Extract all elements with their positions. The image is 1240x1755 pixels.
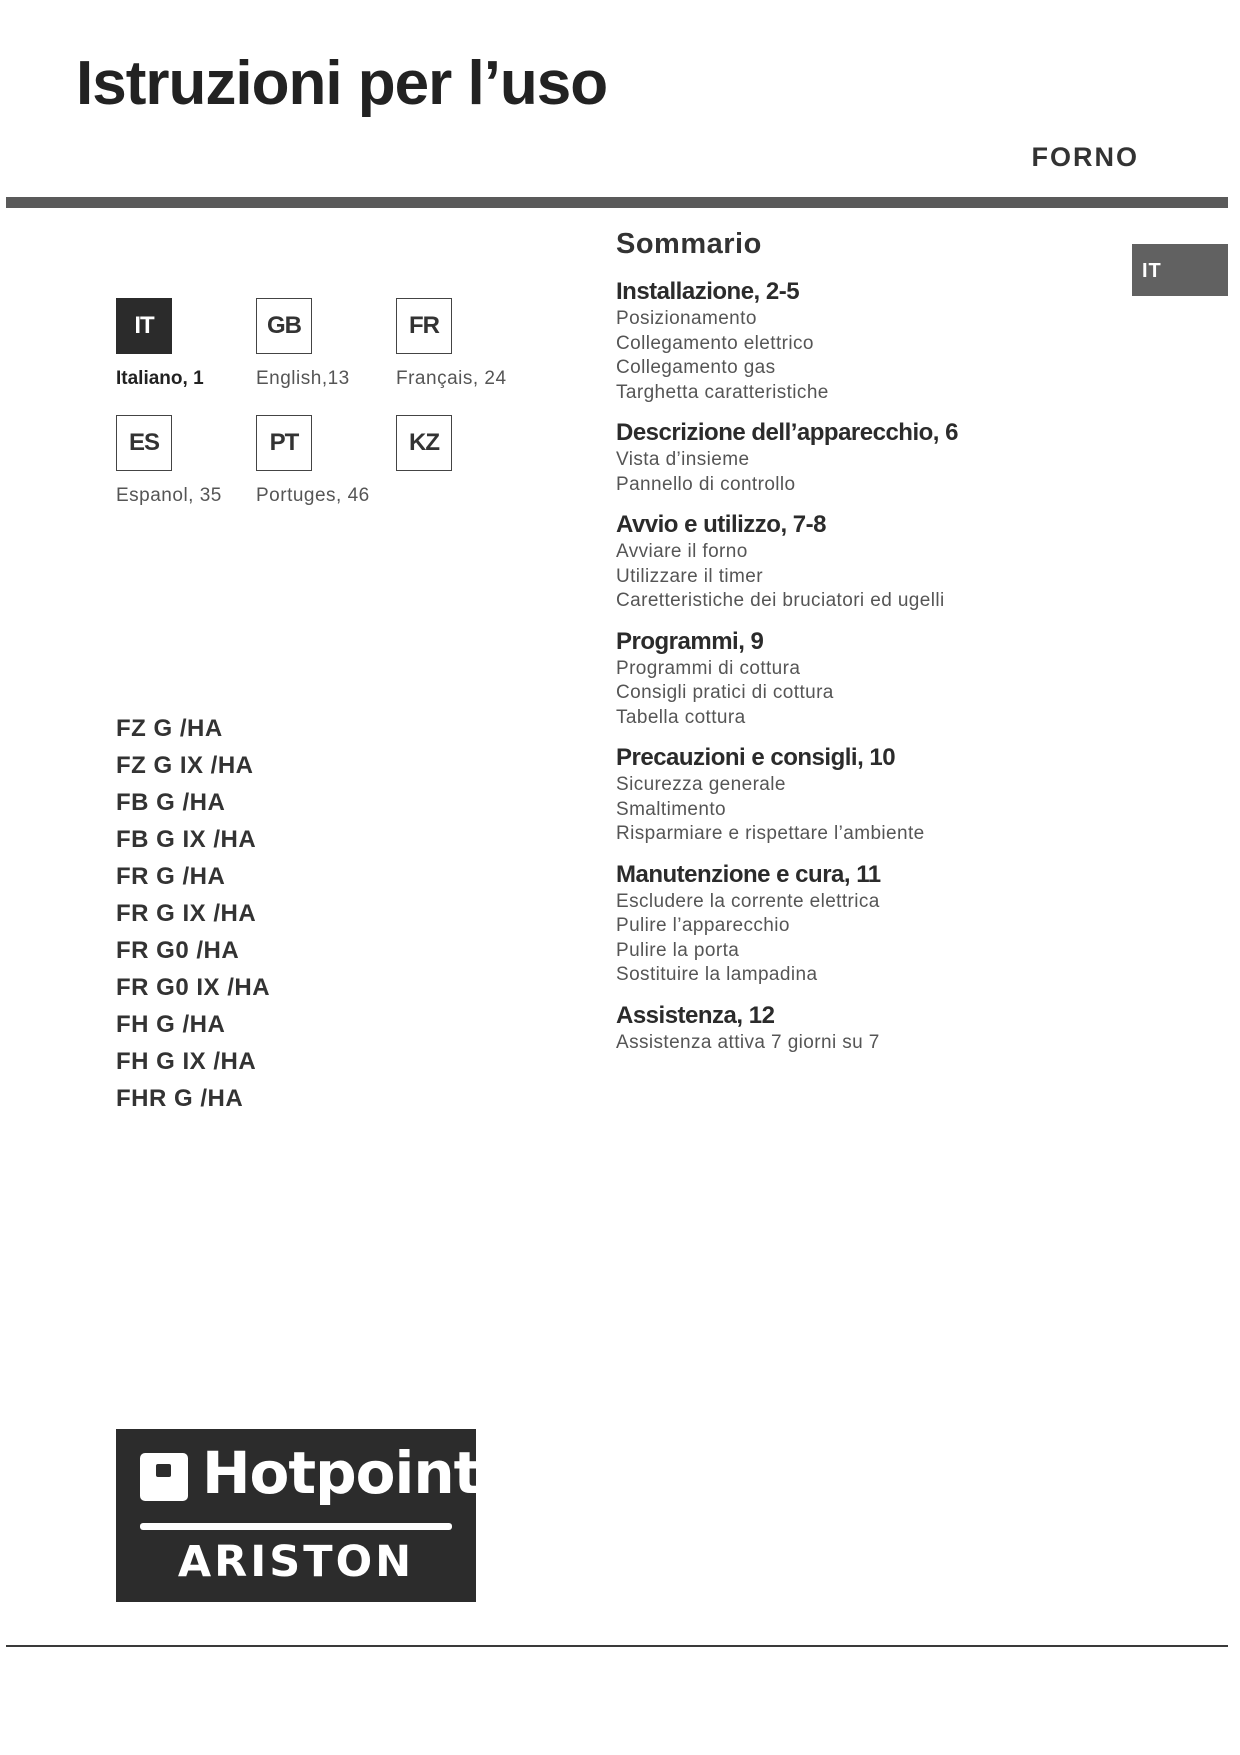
toc-item[interactable]: Smaltimento (616, 798, 726, 820)
language-label-it[interactable]: Italiano, 1 (116, 368, 204, 389)
toc-section-installazione (616, 277, 1136, 405)
toc-item[interactable]: Avviare il forno (616, 541, 748, 562)
toc-item[interactable]: Utilizzare il timer (616, 565, 763, 587)
toc-heading[interactable]: Descrizione dell’apparecchio, 6 (616, 419, 958, 446)
footer-divider (6, 1645, 1228, 1647)
toc-item[interactable]: Assistenza attiva 7 giorni su 7 (616, 1031, 880, 1053)
language-box-gb[interactable]: GB (256, 298, 312, 354)
current-language-tab: IT (1132, 244, 1228, 296)
logo-mark-icon (140, 1453, 188, 1501)
model-item: FH G /HA (116, 1011, 226, 1038)
model-item: FHR G /HA (116, 1085, 244, 1112)
toc-item[interactable]: Collegamento elettrico (616, 332, 814, 354)
model-item: FB G /HA (116, 789, 226, 816)
logo-brand-text: Hotpoint (202, 1439, 481, 1507)
language-label-gb[interactable]: English,13 (256, 368, 350, 389)
toc-heading[interactable]: Assistenza, 12 (616, 1001, 775, 1029)
toc-section-precauzioni (616, 743, 1136, 847)
language-label-fr[interactable]: Français, 24 (396, 368, 507, 389)
toc-title: Sommario (616, 228, 762, 260)
toc-item[interactable]: Posizionamento (616, 308, 757, 329)
logo-divider (140, 1523, 452, 1530)
model-item: FB G IX /HA (116, 826, 257, 853)
table-of-contents (616, 228, 1136, 1068)
model-item: FZ G IX /HA (116, 752, 254, 779)
toc-item[interactable]: Pulire la porta (616, 939, 740, 961)
toc-section-programmi (616, 627, 1136, 731)
model-item: FR G /HA (116, 863, 226, 890)
product-type: FORNO (1031, 142, 1139, 172)
toc-item[interactable]: Vista d’insieme (616, 449, 750, 470)
toc-heading[interactable]: Programmi, 9 (616, 627, 764, 655)
language-box-pt[interactable]: PT (256, 415, 312, 471)
toc-item[interactable]: Sicurezza generale (616, 774, 786, 795)
toc-section-manutenzione (616, 860, 1136, 988)
toc-section-descrizione (616, 418, 1136, 497)
logo-sub-text: ARISTON (177, 1537, 415, 1587)
toc-item[interactable]: Targhetta caratteristiche (616, 381, 829, 403)
toc-item[interactable]: Pannello di controllo (616, 473, 796, 495)
page-title: Istruzioni per l’uso (76, 49, 608, 118)
toc-item[interactable]: Collegamento gas (616, 357, 776, 378)
toc-section-avvio (616, 510, 1136, 614)
toc-item[interactable]: Sostituire la lampadina (616, 964, 818, 985)
brand-logo (116, 1429, 481, 1602)
toc-heading[interactable]: Manutenzione e cura, 11 (616, 860, 881, 888)
language-label-es[interactable]: Espanol, 35 (116, 485, 222, 506)
model-list (116, 710, 270, 1117)
toc-item[interactable]: Risparmiare e rispettare l’ambiente (616, 823, 925, 844)
model-item: FZ G /HA (116, 715, 223, 742)
model-item: FR G0 IX /HA (116, 974, 271, 1001)
toc-item[interactable]: Escludere la corrente elettrica (616, 890, 880, 912)
toc-item[interactable]: Programmi di cottura (616, 657, 801, 679)
toc-heading[interactable]: Avvio e utilizzo, 7-8 (616, 511, 826, 538)
model-item: FR G0 /HA (116, 937, 240, 964)
language-label-pt[interactable]: Portuges, 46 (256, 485, 370, 506)
language-box-fr[interactable]: FR (396, 298, 452, 354)
language-box-kz[interactable]: KZ (396, 415, 452, 471)
toc-item[interactable]: Pulire l’apparecchio (616, 915, 790, 936)
language-box-it[interactable]: IT (116, 298, 172, 354)
toc-item[interactable]: Consigli pratici di cottura (616, 682, 834, 703)
header-divider (6, 197, 1228, 208)
model-item: FR G IX /HA (116, 900, 257, 927)
model-item: FH G IX /HA (116, 1048, 257, 1075)
toc-heading[interactable]: Installazione, 2-5 (616, 278, 800, 305)
toc-section-assistenza (616, 1001, 1136, 1056)
language-box-es[interactable]: ES (116, 415, 172, 471)
toc-item[interactable]: Caretteristiche dei bruciatori ed ugelli (616, 590, 945, 611)
toc-heading[interactable]: Precauzioni e consigli, 10 (616, 744, 896, 771)
toc-item[interactable]: Tabella cottura (616, 706, 746, 728)
